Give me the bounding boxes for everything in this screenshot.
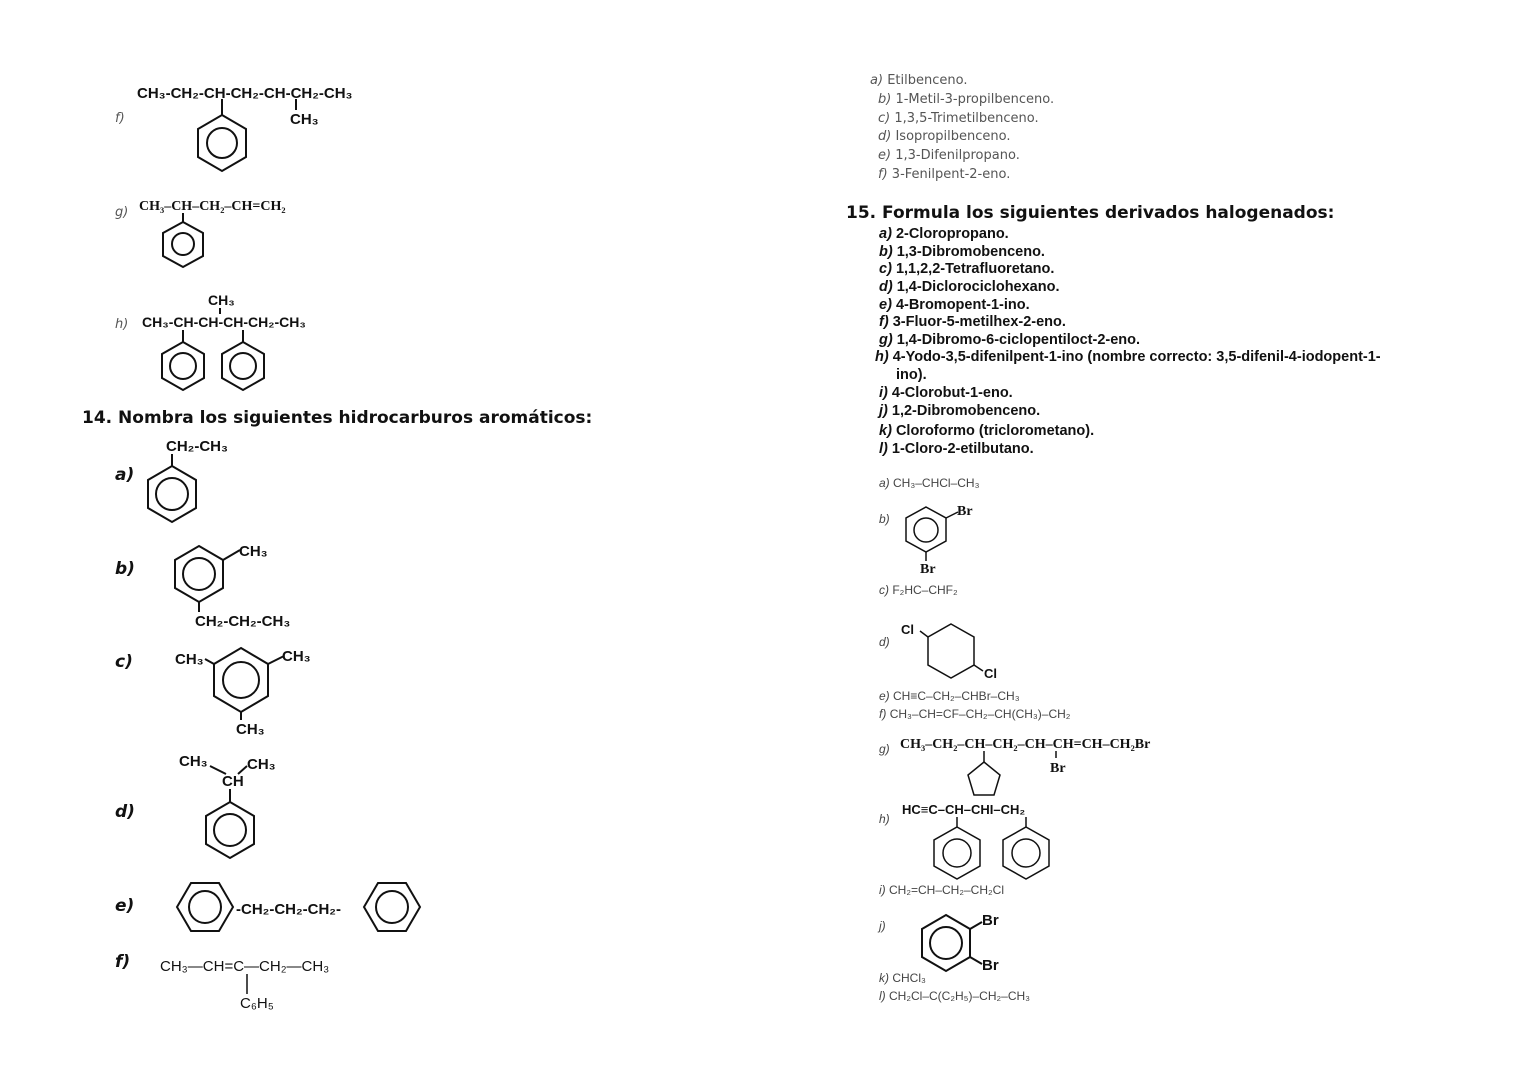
answer14-f: f) 3-Fenilpent-2-eno. bbox=[878, 167, 1011, 182]
benzene-inner-circle bbox=[189, 891, 221, 923]
benzene-inner-circle bbox=[170, 353, 196, 379]
benzene-ring bbox=[222, 342, 264, 390]
benzene-inner-circle bbox=[207, 128, 237, 158]
formula-g-top-chain: CH₃–CH–CH₂–CH=CH₂ bbox=[139, 199, 286, 214]
answer14-a: a) Etilbenceno. bbox=[870, 73, 968, 88]
formula15-g-chain: CH₃–CH₂–CH–CH₂–CH–CH=CH–CH₂Br bbox=[900, 737, 1151, 752]
formula15-g-label: g) bbox=[879, 742, 890, 756]
formula-f-top-sub: CH₃ bbox=[290, 111, 319, 128]
formula15-k: k) CHCl₃ bbox=[879, 971, 926, 985]
benzene-inner-circle bbox=[230, 353, 256, 379]
q14-c-sub2: CH₃ bbox=[282, 648, 311, 665]
label-g-top: g) bbox=[115, 205, 129, 220]
answer14-e: e) 1,3-Difenilpropano. bbox=[878, 148, 1020, 163]
formula15-d-sub1: Cl bbox=[901, 622, 914, 637]
q15-item-b: b) 1,3-Dibromobenceno. bbox=[879, 244, 1045, 260]
formula-f-top-chain: CH₃-CH₂-CH-CH₂-CH-CH₂-CH₃ bbox=[137, 85, 353, 102]
label-h-top: h) bbox=[115, 317, 129, 332]
q14-c-sub1: CH₃ bbox=[175, 651, 204, 668]
question-15-title: 15. Formula los siguientes derivados halogenados: bbox=[846, 203, 1335, 223]
cyclopentane-ring bbox=[968, 762, 1000, 795]
q14-e-chain: -CH₂-CH₂-CH₂- bbox=[236, 901, 341, 918]
q15-item-h-continued: ino). bbox=[896, 367, 927, 383]
formula15-e: e) CH≡C–CH₂–CHBr–CH₃ bbox=[879, 689, 1020, 703]
q15-item-c: c) 1,1,2,2-Tetrafluoretano. bbox=[879, 261, 1055, 277]
benzene-inner-circle bbox=[376, 891, 408, 923]
benzene-inner-circle bbox=[156, 478, 188, 510]
benzene-inner-circle bbox=[943, 839, 971, 867]
q15-item-h: h) 4-Yodo-3,5-difenilpent-1-ino (nombre correcto: 3,5-difenil-4-iodopent-1- bbox=[875, 349, 1381, 365]
answer14-c: c) 1,3,5-Trimetilbenceno. bbox=[878, 111, 1039, 126]
q14-d-sub1: CH₃ bbox=[179, 753, 208, 770]
q14-c-sub3: CH₃ bbox=[236, 721, 265, 738]
q15-item-d: d) 1,4-Diclorociclohexano. bbox=[879, 279, 1060, 295]
answer14-d: d) Isopropilbenceno. bbox=[878, 129, 1011, 144]
formula15-a: a) CH₃–CHCl–CH₃ bbox=[879, 476, 980, 490]
q14-label-a: a) bbox=[115, 465, 135, 485]
formula15-c: c) F₂HC–CHF₂ bbox=[879, 583, 958, 597]
q14-label-d: d) bbox=[115, 802, 135, 822]
formula15-b-sub2: Br bbox=[920, 562, 936, 577]
q14-a-sub: CH₂-CH₃ bbox=[166, 438, 228, 455]
q15-item-k: k) Cloroformo (triclorometano). bbox=[879, 423, 1095, 439]
benzene-inner-circle bbox=[930, 927, 962, 959]
formula15-l: l) CH₂Cl–C(C₂H₅)–CH₂–CH₃ bbox=[879, 989, 1031, 1003]
benzene-ring bbox=[934, 827, 980, 879]
benzene-inner-circle bbox=[183, 558, 215, 590]
q14-label-c: c) bbox=[115, 652, 133, 672]
formula15-h-label: h) bbox=[879, 812, 890, 826]
formula15-f: f) CH₃–CH=CF–CH₂–CH(CH₃)–CH₂ bbox=[879, 707, 1071, 721]
formula15-h-chain: HC≡C–CH–CHI–CH₂ bbox=[902, 802, 1026, 817]
benzene-ring bbox=[163, 222, 203, 267]
q14-f-chain: CH₃—CH=C—CH₂—CH₃ bbox=[160, 958, 330, 975]
formula15-i: i) CH₂=CH–CH₂–CH₂Cl bbox=[879, 883, 1005, 897]
formula15-b-label: b) bbox=[879, 512, 890, 526]
q15-item-l: l) 1-Cloro-2-etilbutano. bbox=[879, 441, 1034, 457]
q14-label-e: e) bbox=[115, 896, 135, 916]
q14-b-sub2: CH₂-CH₂-CH₃ bbox=[195, 613, 291, 630]
q14-f-sub: C₆H₅ bbox=[240, 995, 274, 1012]
q14-b-sub1: CH₃ bbox=[239, 543, 268, 560]
benzene-inner-circle bbox=[172, 233, 194, 255]
benzene-inner-circle bbox=[914, 518, 938, 542]
q14-label-b: b) bbox=[115, 559, 135, 579]
answer14-b: b) 1-Metil-3-propilbenceno. bbox=[878, 92, 1055, 107]
benzene-inner-circle bbox=[223, 662, 259, 698]
benzene-ring bbox=[1003, 827, 1049, 879]
formula-h-top-ch3: CH₃ bbox=[208, 292, 235, 308]
q15-item-a: a) 2-Cloropropano. bbox=[879, 226, 1009, 242]
q15-item-f: f) 3-Fluor-5-metilhex-2-eno. bbox=[879, 314, 1066, 330]
formula15-j-sub2: Br bbox=[982, 957, 999, 974]
q15-item-e: e) 4-Bromopent-1-ino. bbox=[879, 297, 1030, 313]
formula-h-top-chain: CH₃-CH-CH-CH-CH₂-CH₃ bbox=[142, 314, 306, 330]
formula15-j-sub1: Br bbox=[982, 912, 999, 929]
formula15-d-sub2: Cl bbox=[984, 666, 997, 681]
q15-item-j: j) 1,2-Dibromobenceno. bbox=[879, 403, 1041, 419]
question-14-title: 14. Nombra los siguientes hidrocarburos aromáticos: bbox=[82, 408, 593, 428]
benzene-ring bbox=[906, 507, 946, 552]
benzene-ring bbox=[162, 342, 204, 390]
cyclohexane-ring bbox=[928, 624, 974, 678]
formula15-b-sub1: Br bbox=[957, 504, 973, 519]
q14-d-sub2: CH₃ bbox=[247, 756, 276, 773]
benzene-inner-circle bbox=[1012, 839, 1040, 867]
q14-label-f: f) bbox=[115, 952, 131, 972]
formula15-d-label: d) bbox=[879, 635, 890, 649]
formula15-j-label: j) bbox=[879, 919, 886, 933]
label-f-top: f) bbox=[115, 111, 125, 126]
formula15-g-sub: Br bbox=[1050, 761, 1066, 776]
q14-d-sub3: CH bbox=[222, 773, 244, 790]
q15-item-i: i) 4-Clorobut-1-eno. bbox=[879, 385, 1013, 401]
benzene-ring bbox=[198, 115, 246, 171]
benzene-inner-circle bbox=[214, 814, 246, 846]
q15-item-g: g) 1,4-Dibromo-6-ciclopentiloct-2-eno. bbox=[879, 332, 1141, 348]
